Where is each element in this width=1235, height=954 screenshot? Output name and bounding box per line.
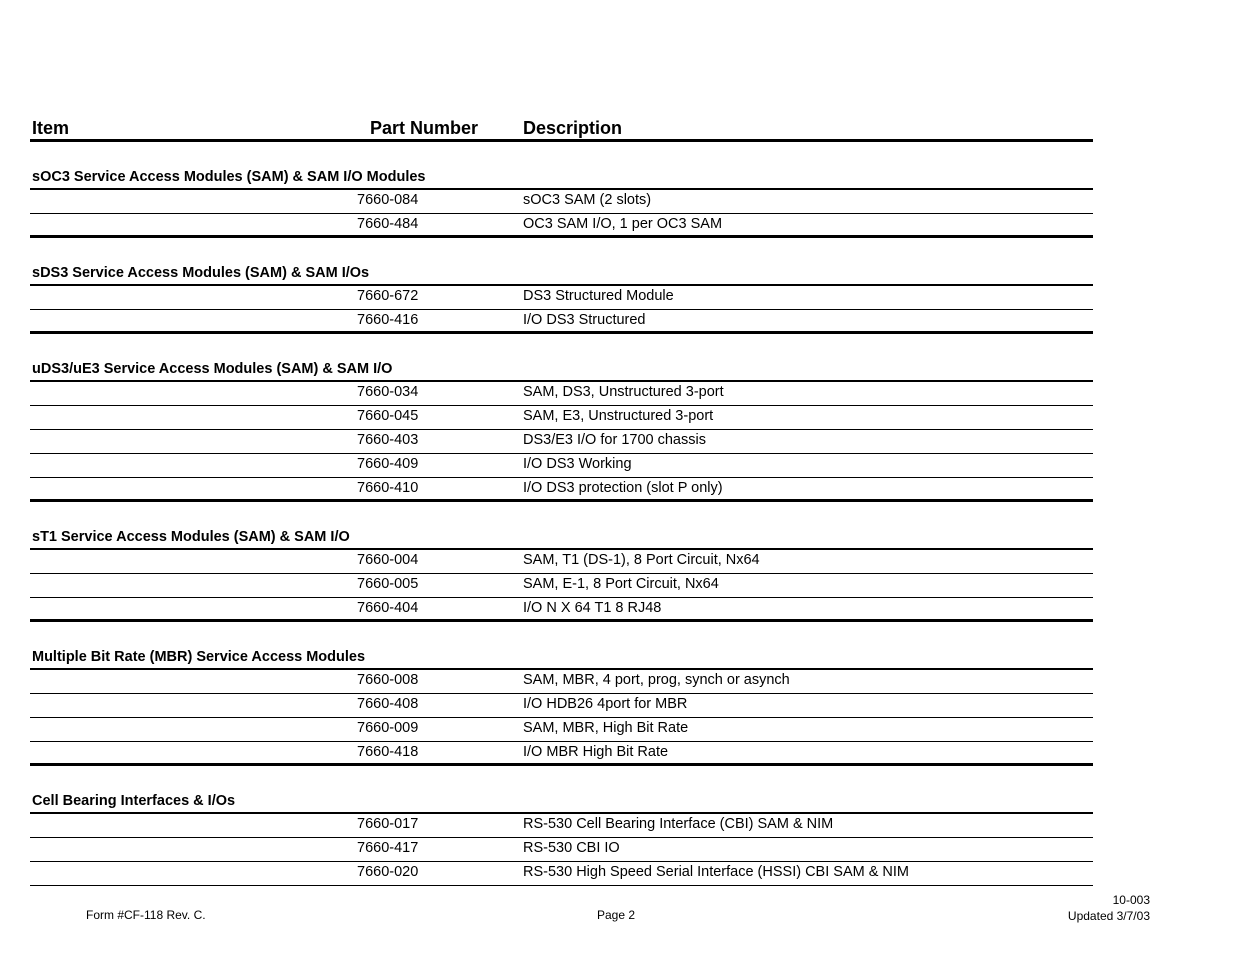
- part-number: 7660-404: [357, 600, 419, 616]
- header-part-number: Part Number: [370, 118, 479, 138]
- description: SAM, DS3, Unstructured 3-port: [523, 384, 724, 400]
- table-row: [30, 310, 1093, 334]
- part-number: 7660-409: [357, 456, 419, 472]
- table-row: [30, 550, 1093, 574]
- description: I/O DS3 protection (slot P only): [523, 480, 723, 496]
- table-row: [30, 214, 1093, 238]
- part-number: 7660-017: [357, 816, 419, 832]
- footer-doc-number: 10-003: [1112, 893, 1150, 907]
- section-title: sT1 Service Access Modules (SAM) & SAM I/O: [30, 526, 1093, 550]
- table-row: [30, 862, 1093, 886]
- description: OC3 SAM I/O, 1 per OC3 SAM: [523, 216, 723, 232]
- part-number: 7660-045: [357, 408, 419, 424]
- part-number: 7660-005: [357, 576, 419, 592]
- description: DS3 Structured Module: [523, 288, 674, 304]
- section-title: sOC3 Service Access Modules (SAM) & SAM I/O Modules: [30, 166, 1093, 190]
- table-row: [30, 430, 1093, 454]
- table-row: [30, 718, 1093, 742]
- section-cbi: [30, 790, 1093, 886]
- footer-page-number: Page 2: [597, 908, 636, 922]
- part-number: 7660-672: [357, 288, 419, 304]
- description: sOC3 SAM (2 slots): [523, 192, 652, 208]
- footer-updated-date: Updated 3/7/03: [1067, 909, 1150, 923]
- section-title: Multiple Bit Rate (MBR) Service Access Modules: [30, 646, 1093, 670]
- description: SAM, E3, Unstructured 3-port: [523, 408, 714, 424]
- section-soc3: [30, 166, 1093, 238]
- part-number: 7660-410: [357, 480, 419, 496]
- description: RS-530 High Speed Serial Interface (HSSI) CBI SAM & NIM: [523, 864, 910, 880]
- table-header: [30, 117, 1093, 142]
- part-number: 7660-403: [357, 432, 419, 448]
- description: SAM, MBR, 4 port, prog, synch or asynch: [523, 672, 790, 688]
- part-number: 7660-084: [357, 192, 419, 208]
- table-row: [30, 382, 1093, 406]
- part-number: 7660-417: [357, 840, 419, 856]
- description: I/O DS3 Structured: [523, 312, 646, 328]
- section-sds3: [30, 262, 1093, 334]
- description: I/O DS3 Working: [523, 456, 632, 472]
- description: SAM, E-1, 8 Port Circuit, Nx64: [523, 576, 719, 592]
- section-title: sDS3 Service Access Modules (SAM) & SAM I/Os: [30, 262, 1093, 286]
- table-row: [30, 286, 1093, 310]
- table-row: [30, 694, 1093, 718]
- description: I/O MBR High Bit Rate: [523, 744, 669, 760]
- section-mbr: [30, 646, 1093, 766]
- part-number: 7660-408: [357, 696, 419, 712]
- description: SAM, MBR, High Bit Rate: [523, 720, 689, 736]
- footer-form-number: Form #CF-118 Rev. C.: [86, 908, 206, 922]
- table-row: [30, 814, 1093, 838]
- table-row: [30, 406, 1093, 430]
- part-number: 7660-484: [357, 216, 419, 232]
- description: I/O HDB26 4port for MBR: [523, 696, 688, 712]
- table-row: [30, 598, 1093, 622]
- part-number: 7660-034: [357, 384, 419, 400]
- part-number: 7660-008: [357, 672, 419, 688]
- description: RS-530 Cell Bearing Interface (CBI) SAM & NIM: [523, 816, 834, 832]
- table-row: [30, 838, 1093, 862]
- table-row: [30, 574, 1093, 598]
- footer-revision: [1068, 892, 1150, 924]
- table-row: [30, 670, 1093, 694]
- part-number: 7660-004: [357, 552, 419, 568]
- description: DS3/E3 I/O for 1700 chassis: [523, 432, 706, 448]
- table-row: [30, 742, 1093, 766]
- table-row: [30, 190, 1093, 214]
- table-row: [30, 478, 1093, 502]
- part-number: 7660-020: [357, 864, 419, 880]
- part-number: 7660-416: [357, 312, 419, 328]
- table-row: [30, 454, 1093, 478]
- section-title: uDS3/uE3 Service Access Modules (SAM) & SAM I/O: [30, 358, 1093, 382]
- description: SAM, T1 (DS-1), 8 Port Circuit, Nx64: [523, 552, 760, 568]
- description: RS-530 CBI IO: [523, 840, 620, 856]
- description: I/O N X 64 T1 8 RJ48: [523, 600, 662, 616]
- parts-table: [30, 142, 1093, 886]
- header-item: Item: [32, 118, 70, 138]
- section-st1: [30, 526, 1093, 622]
- section-uds3-ue3: [30, 358, 1093, 502]
- part-number: 7660-418: [357, 744, 419, 760]
- section-title: Cell Bearing Interfaces & I/Os: [30, 790, 1093, 814]
- header-description: Description: [523, 118, 623, 138]
- part-number: 7660-009: [357, 720, 419, 736]
